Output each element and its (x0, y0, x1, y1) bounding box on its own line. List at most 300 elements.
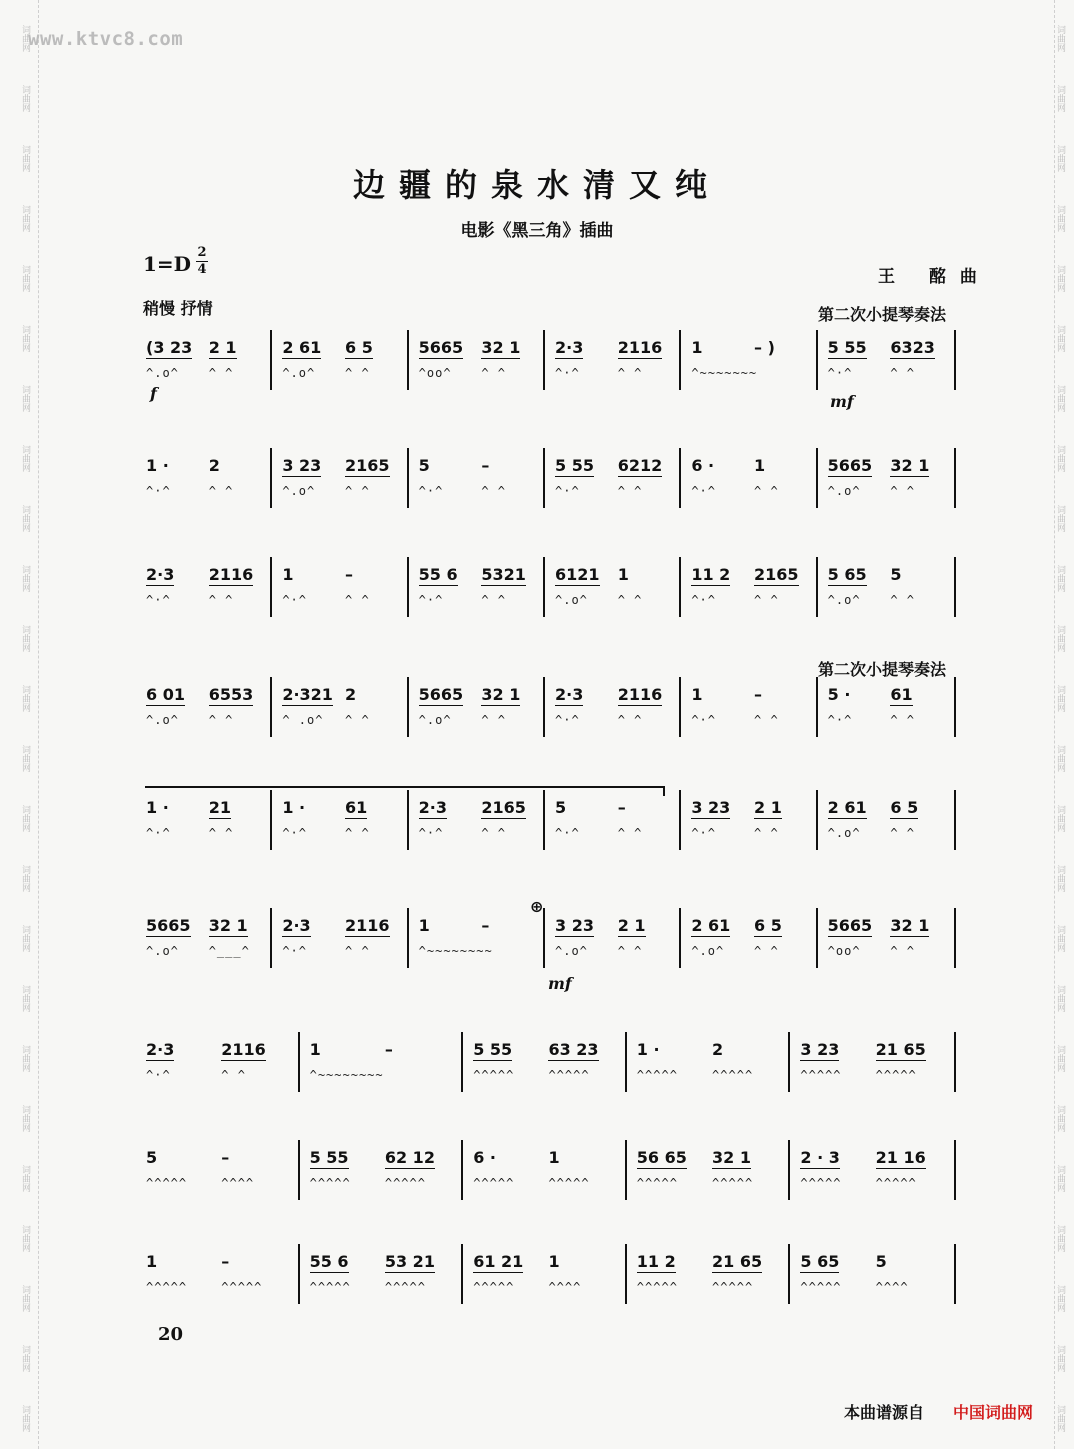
barline (543, 790, 545, 850)
measure (822, 908, 958, 988)
note-group: 3 23 (800, 1040, 840, 1059)
side-watermark-text: 词曲网 (1055, 1044, 1065, 1072)
note-group: 5 65 (800, 1252, 840, 1271)
barline (816, 677, 818, 737)
note-group: 1 (282, 565, 294, 584)
barline (679, 677, 681, 737)
measure (822, 677, 958, 757)
side-watermark-text: 词曲网 (1055, 324, 1065, 352)
note-group: 55 6 (418, 565, 458, 584)
side-watermark-text: 词曲网 (1055, 24, 1065, 52)
side-watermark-text: 词曲网 (1055, 864, 1065, 892)
note-group: 1 · (146, 798, 169, 817)
note-group: – (345, 565, 354, 584)
bowing-mark: ^.o^ (282, 366, 316, 380)
side-watermark-text: 词曲网 (20, 84, 30, 112)
barline (625, 1140, 627, 1200)
side-watermark-text: 词曲网 (1055, 504, 1065, 532)
tempo-marking: 稍慢 抒情 (143, 299, 213, 318)
bowing-mark: ^ ^ (481, 484, 507, 498)
score-row (140, 1032, 958, 1112)
note-group: 2 1 (617, 916, 646, 935)
note-group: 2 61 (282, 338, 322, 357)
measure (794, 1244, 958, 1324)
note-group: 6 5 (754, 916, 782, 935)
bowing-mark: ^ ^ (208, 484, 234, 498)
note-group: 6121 (555, 565, 600, 584)
bowing-mark: ^^^^ (221, 1176, 255, 1190)
violin-note-1: 第二次小提琴奏法 (818, 305, 947, 324)
note-group: 11 2 (691, 565, 731, 584)
bowing-mark: ^ .o^ (282, 713, 324, 727)
barline (270, 908, 272, 968)
measure (685, 330, 821, 410)
measure (140, 330, 276, 410)
barline (543, 330, 545, 390)
note-group: (3 23 (146, 338, 193, 357)
side-watermark-text: 词曲网 (20, 864, 30, 892)
note-group: 1 (548, 1148, 560, 1167)
note-group: 2165 (481, 798, 526, 817)
note-group: 6553 (208, 685, 254, 704)
bowing-mark: ^^^^^ (636, 1068, 678, 1082)
measure (140, 1032, 304, 1112)
barline-end (954, 330, 956, 390)
note-group: 1 (146, 1252, 158, 1271)
side-watermark-text: 词曲网 (1055, 984, 1065, 1012)
note-group: 2 (712, 1040, 724, 1059)
measure (276, 908, 412, 988)
measure (413, 557, 549, 637)
bowing-mark: ^^^^^ (800, 1068, 842, 1082)
measure (413, 790, 549, 870)
bowing-mark: ^ ^ (481, 366, 507, 380)
note-group: 32 1 (712, 1148, 752, 1167)
measure (631, 1032, 795, 1112)
side-watermark-text: 词曲网 (20, 924, 30, 952)
bowing-mark: ^ ^ (617, 713, 643, 727)
barline (407, 448, 409, 508)
bowing-mark: ^·^ (827, 713, 853, 727)
measure (822, 330, 958, 410)
side-watermark-text: 词曲网 (1055, 744, 1065, 772)
score-row (140, 790, 958, 870)
note-group: 2·3 (555, 338, 584, 357)
side-watermark-text: 词曲网 (20, 744, 30, 772)
note-group: – (617, 798, 626, 817)
note-group: – (754, 685, 763, 704)
bowing-mark: ^.o^ (555, 593, 588, 607)
side-watermark-text: 词曲网 (20, 264, 30, 292)
bowing-mark: ^ ^ (754, 593, 779, 607)
note-group: 5321 (481, 565, 526, 584)
note-group: 3 23 (282, 456, 322, 475)
side-watermark-text: 词曲网 (20, 144, 30, 172)
bowing-mark: ^ ^ (754, 484, 779, 498)
note-group: 2·3 (146, 1040, 175, 1059)
note-group: 55 6 (309, 1252, 349, 1271)
barline-end (954, 1140, 956, 1200)
barline (625, 1032, 627, 1092)
score-row (140, 448, 958, 528)
note-group: 2116 (208, 565, 254, 584)
measure (631, 1140, 795, 1220)
measure (794, 1032, 958, 1112)
song-title: 边疆的泉水清又纯 (352, 166, 721, 204)
side-watermark-text: 词曲网 (20, 504, 30, 532)
bowing-mark: ^·^ (555, 366, 580, 380)
note-group: 5 (555, 798, 567, 817)
barline-end (954, 1244, 956, 1304)
note-group: 32 1 (890, 916, 930, 935)
barline (407, 330, 409, 390)
bowing-mark: ^ ^ (890, 366, 916, 380)
side-watermark-text: 词曲网 (1055, 924, 1065, 952)
note-group: 5 55 (827, 338, 867, 357)
note-group: 2116 (617, 685, 663, 704)
bowing-mark: ^oo^ (418, 366, 452, 380)
score-row (140, 677, 958, 757)
note-group: 1 · (282, 798, 306, 817)
measure (304, 1140, 468, 1220)
barline-end (954, 1032, 956, 1092)
side-watermark-text: 词曲网 (20, 1284, 30, 1312)
measure (276, 448, 412, 528)
bowing-mark: ^ ^ (345, 944, 370, 958)
note-group: 5 (875, 1252, 887, 1271)
measure (276, 790, 412, 870)
score-row (140, 557, 958, 637)
note-group: 5 (146, 1148, 158, 1167)
barline (816, 330, 818, 390)
note-group: 21 16 (875, 1148, 926, 1167)
note-group: 21 (208, 798, 231, 817)
note-group: 6 5 (890, 798, 919, 817)
note-group: 3 23 (555, 916, 594, 935)
bowing-mark: ^ ^ (754, 944, 779, 958)
note-group: 5 · (827, 685, 851, 704)
note-group: – (481, 456, 490, 475)
bowing-mark: ^ ^ (345, 713, 370, 727)
measure (304, 1244, 468, 1324)
side-watermark-text: 词曲网 (1055, 684, 1065, 712)
barline (298, 1244, 300, 1304)
bowing-mark: ^ ^ (208, 713, 234, 727)
measure (276, 330, 412, 410)
bowing-mark: ^·^ (418, 593, 444, 607)
barline (298, 1032, 300, 1092)
barline (679, 448, 681, 508)
measure (685, 557, 821, 637)
note-group: 2165 (345, 456, 390, 475)
note-group: 2 1 (208, 338, 237, 357)
bowing-mark: ^ ^ (208, 366, 234, 380)
score-row (140, 330, 958, 410)
bowing-mark: ^·^ (555, 484, 580, 498)
bowing-mark: ^·^ (555, 826, 580, 840)
side-watermark-text: 词曲网 (20, 384, 30, 412)
bowing-mark: ^.o^ (146, 944, 179, 958)
bowing-mark: ^.o^ (827, 826, 861, 840)
side-watermark-text: 词曲网 (20, 1164, 30, 1192)
barline (788, 1140, 790, 1200)
barline-end (954, 677, 956, 737)
bowing-mark: ^^^^^ (636, 1280, 678, 1294)
bowing-mark: ^^^^^ (309, 1176, 351, 1190)
measure (549, 330, 685, 410)
note-group: 5 55 (309, 1148, 349, 1167)
measure (685, 677, 821, 757)
bowing-mark: ^~~~~~~~~ (309, 1068, 384, 1082)
side-watermark-text: 词曲网 (1055, 84, 1065, 112)
barline (461, 1244, 463, 1304)
note-group: 56 65 (636, 1148, 687, 1167)
bowing-mark: ^ ^ (890, 713, 916, 727)
side-watermark-text: 词曲网 (20, 204, 30, 232)
side-watermark-text: 词曲网 (1055, 624, 1065, 652)
barline (543, 448, 545, 508)
note-group: – (221, 1148, 230, 1167)
barline (270, 557, 272, 617)
note-group: 1 (309, 1040, 321, 1059)
note-group: 2 1 (754, 798, 782, 817)
bowing-mark: ^ ^ (754, 826, 779, 840)
barline-end (954, 557, 956, 617)
note-group: 1 (691, 338, 703, 357)
measure (413, 677, 549, 757)
bowing-mark: ^ ^ (481, 593, 507, 607)
note-group: 32 1 (208, 916, 248, 935)
bowing-mark: ^^^^^ (384, 1280, 426, 1294)
side-watermark-text: 词曲网 (1055, 264, 1065, 292)
measure (413, 330, 549, 410)
bowing-mark: ^^^^^ (473, 1176, 515, 1190)
note-group: 5 (890, 565, 902, 584)
side-watermark-text: 词曲网 (1055, 1284, 1065, 1312)
bowing-mark: ^·^ (691, 713, 717, 727)
note-group: 5665 (827, 456, 873, 475)
bowing-mark: ^^^^^ (800, 1280, 842, 1294)
measure (794, 1140, 958, 1220)
side-watermark-text: 词曲网 (20, 444, 30, 472)
note-group: 61 (890, 685, 913, 704)
bowing-mark: ^^^^^ (800, 1176, 842, 1190)
bowing-mark: ^ ^ (617, 484, 643, 498)
bowing-mark: ^ ^ (345, 826, 370, 840)
bowing-mark: ^.o^ (146, 713, 179, 727)
bowing-mark: ^^^^^ (712, 1176, 754, 1190)
bowing-mark: ^^^^^ (146, 1176, 188, 1190)
violin-note-2: 第二次小提琴奏法 (818, 660, 947, 679)
note-group: 2 (345, 685, 357, 704)
bowing-mark: ^·^ (691, 484, 717, 498)
barline (407, 790, 409, 850)
bowing-mark: ^ ^ (617, 944, 643, 958)
note-group: – ) (754, 338, 775, 357)
bowing-mark: ^·^ (146, 1068, 171, 1082)
note-group: 1 (617, 565, 629, 584)
note-group: 32 1 (481, 338, 521, 357)
note-group: 3 23 (691, 798, 731, 817)
barline (816, 448, 818, 508)
bowing-mark: ^·^ (146, 484, 171, 498)
measure (467, 1032, 631, 1112)
note-group: – (384, 1040, 393, 1059)
note-group: 2·3 (146, 565, 175, 584)
side-watermark-text: 词曲网 (20, 1044, 30, 1072)
barline (788, 1032, 790, 1092)
bowing-mark: ^^^^^ (636, 1176, 678, 1190)
measure (140, 677, 276, 757)
measure (467, 1140, 631, 1220)
measure (685, 908, 821, 988)
side-watermark-text: 词曲网 (1055, 384, 1065, 412)
barline (625, 1244, 627, 1304)
side-watermark-text: 词曲网 (1055, 204, 1065, 232)
dynamic-forte: f (150, 384, 157, 403)
bowing-mark: ^.o^ (555, 944, 588, 958)
bowing-mark: ^ ^ (208, 826, 234, 840)
measure (140, 448, 276, 528)
barline (679, 330, 681, 390)
note-group: 5 (418, 456, 430, 475)
composer-credit: 王 酩曲 (878, 267, 991, 287)
bowing-mark: ^ ^ (890, 944, 916, 958)
bowing-mark: ^·^ (691, 826, 717, 840)
bowing-mark: ^ ^ (890, 826, 916, 840)
note-group: 1 (548, 1252, 560, 1271)
note-group: 6 01 (146, 685, 185, 704)
measure (140, 1244, 304, 1324)
barline-end (954, 908, 956, 968)
barline (270, 330, 272, 390)
bowing-mark: ^ ^ (754, 713, 779, 727)
coda-sign: ⊕ (530, 897, 544, 916)
bowing-mark: ^ ^ (345, 593, 370, 607)
barline (816, 908, 818, 968)
measure (304, 1032, 468, 1112)
note-group: 32 1 (481, 685, 521, 704)
barline (543, 908, 545, 968)
note-group: 6323 (890, 338, 935, 357)
bowing-mark: ^^^^^ (221, 1280, 263, 1294)
side-watermark-text: 词曲网 (1055, 1224, 1065, 1252)
bowing-mark: ^.o^ (691, 944, 725, 958)
bowing-mark: ^^^^^ (875, 1068, 917, 1082)
note-group: 61 21 (473, 1252, 524, 1271)
bowing-mark: ^.o^ (827, 484, 861, 498)
note-group: 1 (754, 456, 766, 475)
barline (543, 677, 545, 737)
time-signature-bottom: 4 (197, 262, 207, 277)
side-watermark-text: 词曲网 (20, 1404, 30, 1432)
barline (679, 908, 681, 968)
note-group: 1 (691, 685, 703, 704)
bowing-mark: ^.o^ (146, 366, 179, 380)
score-row (140, 908, 958, 988)
note-group: 5665 (418, 685, 464, 704)
side-watermark-text: 词曲网 (20, 24, 30, 52)
bowing-mark: ^ ^ (617, 366, 643, 380)
measure (549, 677, 685, 757)
note-group: 2116 (345, 916, 390, 935)
bowing-mark: ^^^^^ (712, 1280, 754, 1294)
measure (467, 1244, 631, 1324)
measure (822, 448, 958, 528)
note-group: 11 2 (636, 1252, 676, 1271)
measure (549, 448, 685, 528)
note-group: 2·321 (282, 685, 333, 704)
side-watermark-text: 词曲网 (1055, 1104, 1065, 1132)
barline (407, 677, 409, 737)
note-group: 5 65 (827, 565, 867, 584)
measure (140, 790, 276, 870)
note-group: 62 12 (384, 1148, 435, 1167)
note-group: 2 · 3 (800, 1148, 840, 1167)
bowing-mark: ^·^ (418, 484, 444, 498)
note-group: 2165 (754, 565, 799, 584)
bowing-mark: ^ ^ (890, 484, 916, 498)
bowing-mark: ^^^^^ (875, 1176, 917, 1190)
bowing-mark: ^.o^ (827, 593, 861, 607)
note-group: 63 23 (548, 1040, 599, 1059)
bowing-mark: ^^^^^ (309, 1280, 351, 1294)
barline (407, 557, 409, 617)
bowing-mark: ^·^ (146, 593, 171, 607)
barline (543, 557, 545, 617)
side-watermark-text: 词曲网 (1055, 1164, 1065, 1192)
note-group: 2116 (221, 1040, 266, 1059)
bowing-mark: ^·^ (827, 366, 853, 380)
side-watermark-text: 词曲网 (20, 1344, 30, 1372)
dynamic-mezzo-forte-2: mf (548, 974, 572, 993)
bowing-mark: ^·^ (418, 826, 444, 840)
note-group: 2·3 (418, 798, 447, 817)
bowing-mark: ^^^^^ (712, 1068, 754, 1082)
bowing-mark: ^·^ (282, 826, 308, 840)
barline (407, 908, 409, 968)
note-group: 2116 (617, 338, 663, 357)
score-row (140, 1244, 958, 1324)
measure (276, 557, 412, 637)
side-watermark-text: 词曲网 (1055, 1404, 1065, 1432)
measure (413, 908, 549, 988)
note-group: 61 (345, 798, 368, 817)
bowing-mark: ^·^ (146, 826, 171, 840)
barline (816, 557, 818, 617)
measure (549, 790, 685, 870)
bowing-mark: ^ ^ (345, 366, 370, 380)
repeat-bracket-line (145, 786, 665, 788)
note-group: 5 55 (555, 456, 594, 475)
note-group: 5 55 (473, 1040, 513, 1059)
side-watermark-text: 词曲网 (20, 804, 30, 832)
measure (549, 908, 685, 988)
bowing-mark: ^^^^^ (473, 1280, 515, 1294)
note-group: – (481, 916, 490, 935)
bowing-mark: ^^^^ (548, 1280, 582, 1294)
barline (679, 790, 681, 850)
page-number: 20 (158, 1324, 184, 1345)
time-signature (196, 246, 208, 277)
watermark: www.ktvc8.com (28, 28, 184, 50)
barline (270, 790, 272, 850)
measure (140, 557, 276, 637)
bowing-mark: ^~~~~~~~~ (418, 944, 493, 958)
barline (270, 677, 272, 737)
note-group: 21 65 (875, 1040, 926, 1059)
bowing-mark: ^ ^ (617, 593, 643, 607)
